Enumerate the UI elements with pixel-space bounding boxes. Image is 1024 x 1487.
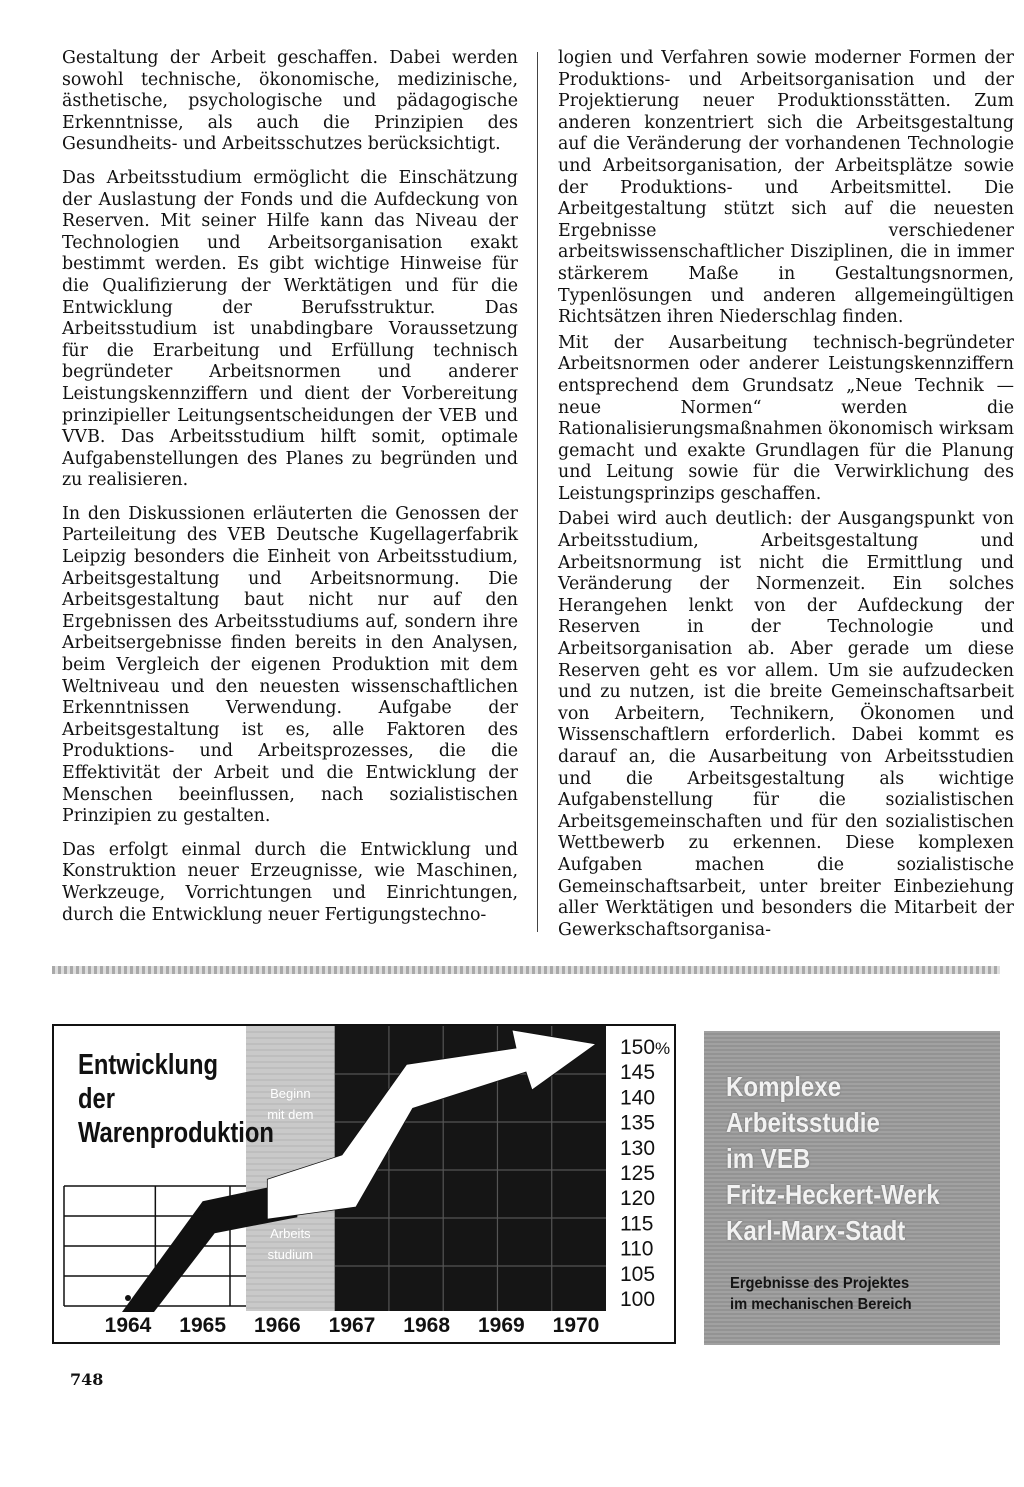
photo-title-line: Fritz-Heckert-Werk [726,1179,940,1210]
x-tick-label: 1967 [328,1314,376,1337]
paragraph: In den Diskussionen erläuterten die Genossen der Parteileitung des VEB Deutsche Kugellagerfabrik Leipzig besonders die Einheit von Arbeitsstudium, Arbeitsgestaltung und Arbeitsnormung. Die Arbeitsgestaltung baut nicht nur auf den Ergebnissen des Arbeitsstudiums auf, sondern ihre Arbeitsergebnisse finden bereits in den Analysen, beim Vergleich der eigenen Produktion mit dem Weltniveau und den neuesten wissenschaftlichen Erkenntnissen Verwendung. Aufgabe der Arbeitsgestaltung ist es, alle Faktoren des Produktions- und Arbeitsprozesses, die die Effektivität der Arbeit und die Entwicklung der Menschen beeinflussen, nach sozialistischen Prinzipien zu gestalten. [62,503,518,827]
photo-subtitle [730,1273,912,1315]
paragraph: Gestaltung der Arbeit geschaffen. Dabei werden sowohl technische, ökonomische, medizinische, ästhetische, psychologische und pädagogische Erkenntnisse, als auch die Prinzipien des Gesundheits- und Arbeitsschutzes berücksichtigt. [62,48,518,155]
band-label-bottom: studium [267,1247,314,1262]
right-column [558,48,1014,945]
chart-title-line: Warenproduktion [78,1117,274,1149]
x-tick-label: 1968 [403,1314,451,1337]
data-point-1967 [350,1164,355,1169]
photo-title [726,1069,940,1249]
y-tick-label: 135 [620,1111,656,1135]
y-tick-label: 120 [620,1187,656,1211]
paragraph: Dabei wird auch deutlich: der Ausgangspunkt von Arbeitsstudium, Arbeitsgestaltung und Arbeitsnormung ist nicht die Ermittlung und Veränderung der Normenzeit. Ein solches Herangehen lenkt von der Aufdeckung der Reserven in der Technologie und Arbeitsorganisation ab. Aber gerade um diese Reserven geht es vor allem. Um sie aufzudecken und zu nutzen, ist die breite Gemeinschaftsarbeit von Arbeitern, Technikern, Ökonomen und Wissenschaftlern erforderlich. Dabei kommt es darauf an, die Ausarbeitung von Arbeitsstudien und die Arbeitsgestaltung als wichtige Aufgabenstellung für die sozialistischen Arbeitsgemeinschaften und für den sozialistischen Wettbewerb zu erkennen. Diese komplexen Aufgaben machen die sozialistische Gemeinschaftsarbeit, unter breiter Einbeziehung aller Werktätigen und besonders die Mitarbeit der Gewerkschaftsorganisa- [558,509,1014,940]
chart-title-line: Entwicklung [78,1049,219,1081]
data-point-1964 [125,1295,131,1301]
section-divider [52,966,1000,974]
y-tick-label: 145 [620,1061,656,1085]
x-tick-label: 1966 [253,1314,301,1337]
chart-title-line: der [78,1083,116,1115]
y-tick-label: 140 [620,1086,656,1110]
x-tick-label: 1969 [477,1314,525,1337]
band-label-bottom: Arbeits [270,1226,311,1241]
y-tick-label: 125 [620,1162,656,1185]
y-tick-label: 115 [620,1212,654,1236]
photo-title-line: Karl-Marx-Stadt [726,1215,906,1246]
photo-subtitle-line: Ergebnisse des Projektes [730,1275,910,1292]
column-divider [537,52,538,932]
paragraph: Mit der Ausarbeitung technisch-begründeter Arbeitsnormen oder anderer Leistungskennziffern entsprechend dem Grundsatz „Neue Technik — neue Normen“ werden die Rationalisierungsmaßnahmen ökonomisch wirksam gemacht und exakte Grundlagen für die Planung und Leitung sowie für die Verwirklichung des Leistungsprinzips geschaffen. [558,332,1014,504]
production-chart [52,1024,676,1344]
photo-subtitle-line: im mechanischen Bereich [730,1296,912,1313]
photo-caption-panel [704,1031,1000,1345]
page-number: 748 [70,1370,104,1389]
paragraph: Das erfolgt einmal durch die Entwicklung und Konstruktion neuer Erzeugnisse, wie Maschinen, Werkzeuge, Vorrichtungen und Einrichtungen, durch die Entwicklung neuer Fertigungstechno- [62,839,518,925]
data-point-1969 [499,1069,504,1074]
y-tick-label: 110 [620,1237,654,1261]
data-point-1970 [574,1044,579,1049]
data-point-1965 [200,1204,206,1210]
y-tick-label: 105 [620,1262,656,1286]
left-column [62,48,518,938]
photo-title-line: Komplexe [726,1071,842,1102]
chart-title [78,1048,274,1150]
photo-title-line: Arbeitsstudie [726,1107,880,1138]
data-point-1968 [424,1084,429,1089]
paragraph: logien und Verfahren sowie moderner Formen der Produktions- und Arbeitsorganisation und der Projektierung neuer Produktionsstätten. Zum anderen konzentriert sich die Arbeitsgestaltung auf die Veränderung der vorhandenen Technologie und Arbeitsorganisation, der Arbeitsplätze sowie der Produktions- und Arbeitsmittel. Die Arbeitgestaltung stützt sich auf die neuesten Ergebnisse verschiedener arbeitswissenschaftlicher Disziplinen, die in immer stärkerem Maße in Gestaltungsnormen, Typenlösungen und anderen allgemeingültigen Richtsätzen ihren Niederschlag finden. [558,48,1014,328]
y-tick-label: 150% [620,1036,671,1059]
y-tick-label: 130 [620,1136,656,1160]
y-tick-label: 100 [620,1288,656,1311]
band-label-top: mit dem [267,1107,314,1122]
x-tick-label: 1964 [104,1314,152,1337]
x-tick-label: 1970 [552,1314,600,1337]
paragraph: Das Arbeitsstudium ermöglicht die Einschätzung der Auslastung der Fonds und die Aufdeckung von Reserven. Mit seiner Hilfe kann das Niveau der Technologien und Arbeitsorganisation exakt bestimmt werden. Es gibt wichtige Hinweise für die Qualifizierung der Werktätigen und für die Entwicklung der Berufsstruktur. Das Arbeitsstudium ist unabdingbare Voraussetzung für die Erarbeitung und Erfüllung technisch begründeter Arbeitsnormen und anderer Leistungskennziffern und dient der Vorbereitung prinzipieller Leitungsentscheidungen der VEB und VVB. Das Arbeitsstudium hilft somit, optimale Aufgabenstellungen des Planes zu begründen und zu realisieren. [62,167,518,491]
band-label-top: Beginn [270,1086,311,1101]
x-tick-label: 1965 [179,1314,227,1337]
photo-title-line: im VEB [726,1143,811,1174]
